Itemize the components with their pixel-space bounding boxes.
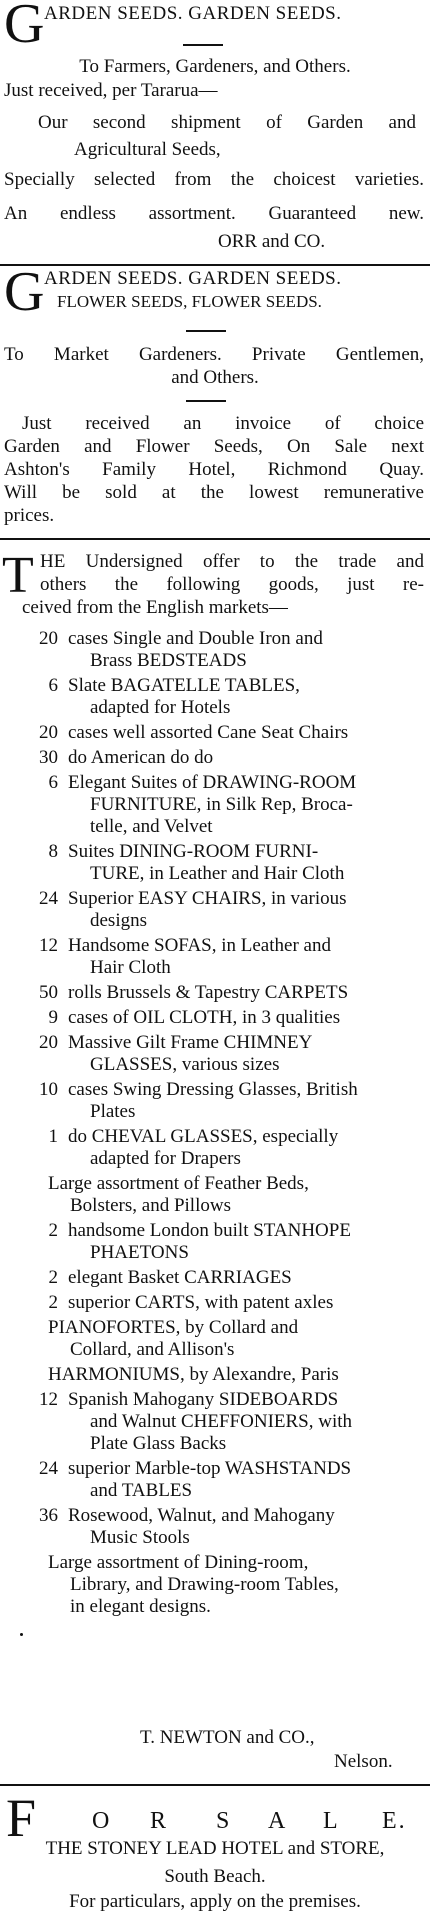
- ad-line: Our second shipment of Garden and: [38, 112, 416, 133]
- drop-cap: G: [4, 261, 45, 323]
- goods-description: Large assortment of Feather Beds,: [48, 1173, 309, 1194]
- goods-quantity: 10: [39, 1079, 58, 1100]
- goods-description: do CHEVAL GLASSES, especially: [68, 1126, 339, 1147]
- goods-description: PHAETONS: [90, 1242, 189, 1263]
- goods-description: Suites DINING-ROOM FURNI-: [68, 841, 319, 862]
- goods-quantity: 24: [39, 888, 58, 909]
- intro-line: others the following goods, just re-: [40, 574, 424, 595]
- advertiser-place: Nelson.: [334, 1751, 393, 1772]
- goods-quantity: 50: [39, 982, 58, 1003]
- sale-location: South Beach.: [164, 1866, 266, 1887]
- goods-description: Bolsters, and Pillows: [70, 1195, 231, 1216]
- goods-description: Rosewood, Walnut, and Mahogany: [68, 1505, 335, 1526]
- goods-quantity: 2: [48, 1267, 58, 1288]
- drop-cap: F: [6, 1788, 37, 1848]
- short-rule: [186, 330, 226, 332]
- advertiser-name: ORR and CO.: [218, 231, 326, 252]
- goods-description: Brass BEDSTEADS: [90, 650, 247, 671]
- goods-description: and TABLES: [90, 1480, 193, 1501]
- ad-line: Will be sold at the lowest remunerative: [4, 482, 424, 503]
- goods-description: Slate BAGATELLE TABLES,: [68, 675, 300, 696]
- goods-description: Handsome SOFAS, in Leather and: [68, 935, 331, 956]
- goods-description: Music Stools: [90, 1527, 190, 1548]
- goods-description: superior CARTS, with patent axles: [68, 1292, 334, 1313]
- speck: [20, 1633, 23, 1636]
- goods-description: Elegant Suites of DRAWING-ROOM: [68, 772, 357, 793]
- goods-quantity: 12: [39, 935, 58, 956]
- goods-quantity: 24: [39, 1458, 58, 1479]
- goods-quantity: 8: [48, 841, 58, 862]
- goods-description: superior Marble-top WASHSTANDS: [68, 1458, 352, 1479]
- ad-line: Just received an invoice of choice: [22, 413, 424, 434]
- ad-subheading: FLOWER SEEDS, FLOWER SEEDS.: [57, 292, 322, 311]
- goods-description: Large assortment of Dining-room,: [48, 1552, 309, 1573]
- heading-letter: A: [268, 1808, 288, 1834]
- ad-line: To Farmers, Gardeners, and Others.: [79, 56, 351, 77]
- ad-heading: ARDEN SEEDS. GARDEN SEEDS.: [44, 3, 342, 24]
- ad-line: Agricultural Seeds,: [74, 139, 221, 160]
- ad-line: Just received, per Tararua—: [4, 80, 218, 101]
- goods-quantity: 12: [39, 1389, 58, 1410]
- goods-description: adapted for Drapers: [90, 1148, 241, 1169]
- goods-description: and Walnut CHEFFONIERS, with: [90, 1411, 353, 1432]
- advertiser-name: T. NEWTON and CO.,: [140, 1727, 315, 1748]
- intro-line: ceived from the English markets—: [22, 597, 288, 618]
- goods-quantity: 20: [39, 628, 58, 649]
- goods-description: adapted for Hotels: [90, 697, 231, 718]
- heading-letter: R: [150, 1808, 169, 1834]
- ad-line: Specially selected from the choicest varieties.: [4, 169, 424, 190]
- goods-description: FURNITURE, in Silk Rep, Broca-: [90, 794, 353, 815]
- column-rule: [0, 264, 430, 266]
- heading-letter: E.: [382, 1808, 407, 1834]
- goods-description: Massive Gilt Frame CHIMNEY: [68, 1032, 313, 1053]
- ad-line: prices.: [4, 505, 55, 526]
- goods-description: cases of OIL CLOTH, in 3 qualities: [68, 1007, 341, 1028]
- goods-quantity: 20: [39, 1032, 58, 1053]
- goods-description: in elegant designs.: [70, 1596, 211, 1617]
- goods-description: HARMONIUMS, by Alexandre, Paris: [48, 1364, 339, 1385]
- goods-description: designs: [90, 910, 147, 931]
- goods-quantity: 2: [48, 1220, 58, 1241]
- drop-cap: T: [2, 547, 34, 604]
- ad-line: Garden and Flower Seeds, On Sale next: [4, 436, 424, 457]
- goods-quantity: 2: [48, 1292, 58, 1313]
- goods-description: rolls Brussels & Tapestry CARPETS: [68, 982, 349, 1003]
- goods-quantity: 1: [48, 1126, 58, 1147]
- goods-quantity: 30: [39, 747, 58, 768]
- heading-letter: L: [323, 1808, 340, 1834]
- goods-description: GLASSES, various sizes: [90, 1054, 280, 1075]
- goods-description: cases well assorted Cane Seat Chairs: [68, 722, 349, 743]
- goods-description: Spanish Mahogany SIDEBOARDS: [68, 1389, 339, 1410]
- goods-description: elegant Basket CARRIAGES: [68, 1267, 292, 1288]
- ad-line: and Others.: [171, 367, 259, 388]
- column-rule: [0, 1784, 430, 1786]
- ad-line: An endless assortment. Guaranteed new.: [4, 203, 424, 224]
- goods-description: cases Swing Dressing Glasses, British: [68, 1079, 358, 1100]
- goods-quantity: 9: [48, 1007, 58, 1028]
- goods-description: PIANOFORTES, by Collard and: [48, 1317, 299, 1338]
- drop-cap: G: [4, 0, 45, 55]
- goods-quantity: 6: [48, 772, 58, 793]
- goods-quantity: 20: [39, 722, 58, 743]
- ad-line: Ashton's Family Hotel, Richmond Quay.: [4, 459, 424, 480]
- goods-description: do American do do: [68, 747, 214, 768]
- sale-property: THE STONEY LEAD HOTEL and STORE,: [45, 1838, 385, 1859]
- goods-description: handsome London built STANHOPE: [68, 1220, 351, 1241]
- goods-quantity: 6: [48, 675, 58, 696]
- heading-letter: S: [216, 1808, 232, 1834]
- goods-description: cases Single and Double Iron and: [68, 628, 323, 649]
- goods-description: telle, and Velvet: [90, 816, 213, 837]
- goods-description: Superior EASY CHAIRS, in various: [68, 888, 347, 909]
- short-rule: [186, 400, 226, 402]
- goods-description: Library, and Drawing-room Tables,: [70, 1574, 339, 1595]
- goods-description: Collard, and Allison's: [70, 1339, 235, 1360]
- goods-description: Plate Glass Backs: [90, 1433, 227, 1454]
- sale-instructions: For particulars, apply on the premises.: [69, 1891, 361, 1912]
- intro-line: HE Undersigned offer to the trade and: [40, 551, 424, 572]
- short-rule: [183, 44, 223, 46]
- goods-description: Hair Cloth: [90, 957, 171, 978]
- heading-letter: O: [92, 1808, 112, 1834]
- goods-description: TURE, in Leather and Hair Cloth: [90, 863, 345, 884]
- goods-quantity: 36: [39, 1505, 58, 1526]
- goods-description: Plates: [90, 1101, 136, 1122]
- ad-line: To Market Gardeners. Private Gentlemen,: [4, 344, 424, 365]
- column-rule: [0, 538, 430, 540]
- ad-heading: ARDEN SEEDS. GARDEN SEEDS.: [44, 268, 342, 289]
